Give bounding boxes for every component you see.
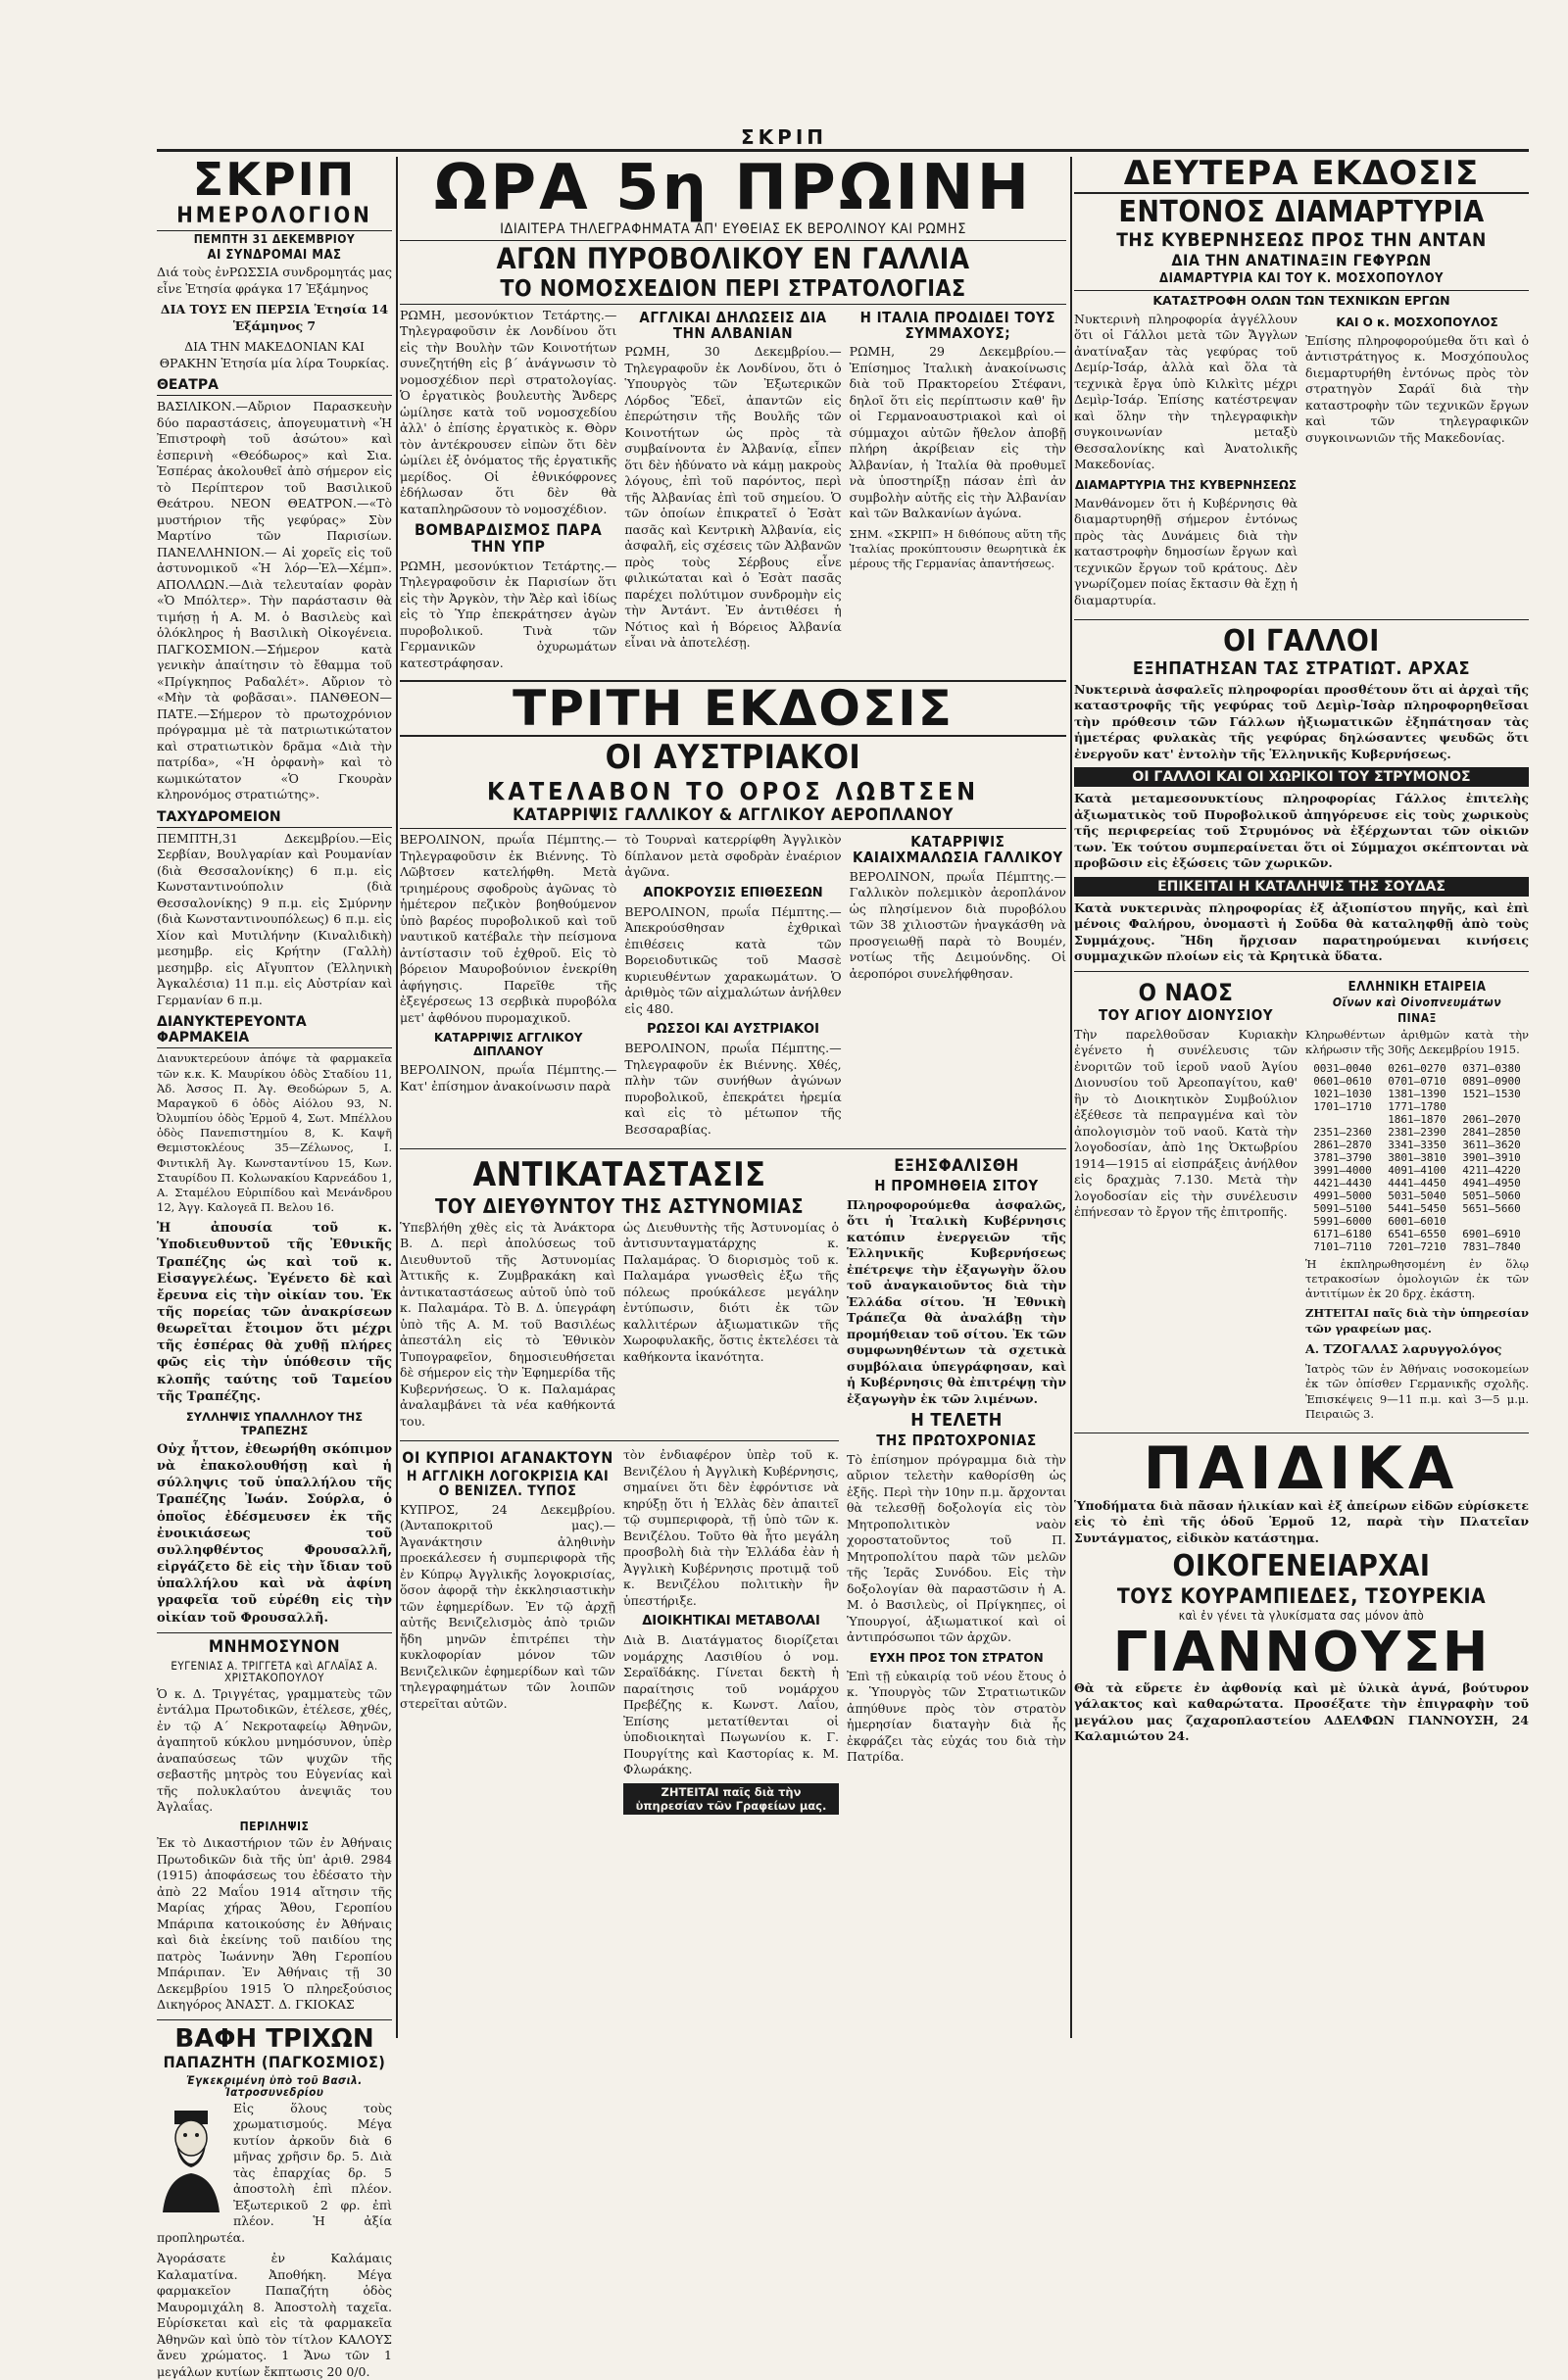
lottery-cell: 4991—5000 [1313, 1189, 1372, 1202]
police-text-continued: ὡς Διευθυντὴς τῆς Ἀστυνομίας ὁ ἀντισυνταγματάρχης κ. Παλαμάρας. Ὁ διορισμὸς τοῦ κ. Παλαμάρα γνωσθεὶς ἐξω τῆς πόλεως προύκάλεσε μεγάλην ἐντύπωσιν, διότι ἐκ τῶν καλλιτέρων ἀξιωματικῶν τῆς Χωροφυλακῆς, ὅστις ἐκτελέσει τὰ καθήκοντα ἱκανότητα. [623, 1219, 839, 1364]
lottery-cell: 3781—3790 [1313, 1150, 1372, 1164]
lottery-row [1305, 1113, 1529, 1126]
police-text: Ὑπεβλήθη χθὲς εἰς τὰ Ἀνάκτορα Β. Δ. περὶ ἀπολύσεως τοῦ Διευθυντοῦ τῆς Ἀστυνομίας Ἀττικῆς κ. Ζυμβρακάκη καὶ ἀντικαταστάσεως αὐτοῦ ὑπὸ τοῦ κ. Παλαμάρα. Τὸ Β. Δ. ὑπεγράφη ὑπὸ τῆς Α. Μ. τοῦ Βασιλέως ἀπεστάλη εἰς τὸ Ἐθνικὸν Τυπογραφεῖον, δημοσιευθήσεται δὲ σήμερον εἰς τὴν Ἐφημερίδα τῆς Κυβερνήσεως. Ὁ κ. Παλαμάρας ἀναλαμβάνει τὰ νέα καθήκοντά του. [400, 1219, 615, 1429]
english-statements-text: ΡΩΜΗ, 30 Δεκεμβρίου.— Τηλεγραφοῦν ἐκ Λονδίνου, ὅτι ὁ Ὑπουργὸς τῶν Ἐξωτερικῶν Λόρδος Ἔδεϊ, ἀπαντῶν εἰς ἐπερώτησιν τῆς Βουλῆς τῶν Κοινοτήτων ὡς πρὸς τὰ συμβαίνοντα ἐν Ἀλβανίᾳ, εἶπεν ὅτι δὲν ἠδύνατο νὰ κάμῃ μακροὺς λόγους, ἐπὶ τοῦ παρόντος, περὶ τῆς Ἀλβανίας ἐπὶ τοῦ σημείου. Ὁ τῶν ὁποίων ἐπικρατεῖ ὁ Ἐσὰτ πασᾶς καὶ Κεντρικὴ Ἀλβανία, εἰς ἀσφαλῆ, εἰς σχέσεις τῶν Ἀλβανῶν πρὸς τοὺς Σέρβους εἶνε φιλικώταται καὶ ὁ Ἐσὰτ πασᾶς παρέχει πολύτιμον συνδρομὴν εἰς τὴν Ἀντάντ. Ἐν ἀντιθέσει ἡ Νότιος καὶ ἡ Βόρειος Ἀλβανία εἶναι νὰ ἀποτελέσῃ. [624, 344, 842, 651]
souda-title: ΕΠΙΚΕΙΤΑΙ Η ΚΑΤΑΛΗΨΙΣ ΤΗΣ ΣΟΥΔΑΣ [1074, 877, 1529, 897]
wheat-subtitle: Η ΠΡΟΜΗΘΕΙΑ ΣΙΤΟΥ [874, 1177, 1039, 1195]
lottery-cell: 5991—6000 [1313, 1214, 1372, 1228]
ad-footer: Ἀγοράσατε ἐν Καλάμαις Καλαματίνα. Ἀποθήκη. Μέγα φαρμακεῖον Παπαζήτη ὁδὸς Μαυρομιχάλη 8. Ἀποστολὴ ταχεῖα. Εὑρίσκεται καὶ εἰς τὰ φαρμακεῖα Ἀθηνῶν καὶ ὑπὸ τὸν τίτλον ΚΑΛΟΥΣ ἄνευ χρώματος. 1 Ἄνω τῶν 1 μεγάλων κυτίων ἔκπτωσις 20 0/0. [157, 2251, 392, 2379]
second-edition: ΔΕΥΤΕΡΑ ΕΚΔΟΣΙΣ [1074, 157, 1529, 194]
church-subtitle: ΤΟΥ ΑΓΙΟΥ ΔΙΟΝΥΣΙΟΥ [1098, 1005, 1274, 1024]
kids-ad-title: ΠΑΙΔΙΚΑ [1143, 1433, 1460, 1503]
capture-title: ΚΑΤΑΡΡΙΨΙΣ ΚΑΙΑΙΧΜΑΛΩΣΙΑ ΓΑΛΛΙΚΟΥ [853, 833, 1063, 866]
planes-title: ΚΑΤΑΡΡΙΨΙΣ ΓΑΛΛΙΚΟΥ & ΑΓΓΛΙΚΟΥ ΑΕΡΟΠΛΑΝΟΥ [400, 807, 1066, 829]
ceremony-text: Τὸ ἐπίσημον πρόγραμμα διὰ τὴν αὔριον τελετὴν καθορίσθη ὡς ἑξῆς. Περὶ τὴν 10ην π.μ. ἄρχονται θὰ τελεσθῇ δοξολογία εἰς τὸν Μητροπολιτικὸν ναὸν χοροστατοῦντος τοῦ Π. Μητροπολίτου παρὰ τῶν μελῶν τῆς Ἱερᾶς Συνόδου. Εἰς τὴν δοξολογίαν θὰ παραστῶσιν ἡ Α. Μ. ὁ Βασιλεὺς, οἱ Πρίγκηπες, οἱ Ὑπουργοί, ἀξιωματικοί καὶ οἱ ἀντιπρόσωποι τῶν ἀρχῶν. [847, 1451, 1066, 1645]
lottery-title: ΕΛΛΗΝΙΚΗ ΕΤΑΙΡΕΙΑ [1348, 979, 1487, 995]
lottery-cell: 2841—2850 [1462, 1125, 1521, 1139]
lottery-subtitle: Οἴνων καὶ Οἰνοπνευμάτων [1332, 996, 1502, 1010]
prayer-text: Ἐπὶ τῇ εὐκαιρίᾳ τοῦ νέου ἔτους ὁ κ. Ὑπουργὸς τῶν Στρατιωτικῶν ἀπηύθυνε πρὸς τὸν στρατὸν ἡμερησίαν διαταγὴν διὰ ἧς ἐκφράζει τὰς εὐχάς του διὰ τὴν Πατρίδα. [847, 1668, 1066, 1765]
lottery-cell: 0031—0040 [1313, 1061, 1372, 1075]
government-protest-title: ΔΙΑΜΑΡΤΥΡΙΑ ΤΗΣ ΚΥΒΕΡΝΗΣΕΩΣ [1074, 477, 1298, 492]
repulse-title: ΑΠΟΚΡΟΥΣΙΣ ΕΠΙΘΕΣΕΩΝ [643, 885, 823, 900]
lottery-cell: 0261—0270 [1388, 1061, 1446, 1075]
divider [1074, 971, 1529, 972]
lottery-cell: 4421—4430 [1313, 1176, 1372, 1190]
lottery-cell: 0891—0900 [1462, 1074, 1521, 1088]
clerk-title: ΣΥΛΛΗΨΙΣ ΥΠΑΛΛΗΛΟΥ ΤΗΣ ΤΡΑΠΕΖΗΣ [185, 1409, 364, 1437]
column-center [400, 152, 1066, 2038]
protest-subtitle: ΤΗΣ ΚΥΒΕΡΝΗΣΕΩΣ ΠΡΟΣ ΤΗΝ ΑΝΤΑΝ [1116, 228, 1487, 251]
hero-subtitle: ΙΔΙΑΙΤΕΡΑ ΤΗΛΕΓΡΑΦΗΜΑΤΑ ΑΠ' ΕΥΘΕΙΑΣ ΕΚ ΒΕΡΟΛΙΝΟΥ ΚΑΙ ΡΩΜΗΣ [400, 222, 1066, 241]
cypriots-title: ΟΙ ΚΥΠΡΙΟΙ ΑΓΑΝΑΚΤΟΥΝ [402, 1448, 613, 1468]
lottery-cell: 3801—3810 [1388, 1150, 1446, 1164]
lottery-cell: 6171—6180 [1313, 1227, 1372, 1240]
divider [1074, 619, 1529, 620]
subscriptions-persia: ΔΙΑ ΤΟΥΣ ΕΝ ΠΕΡΣΙΑ Ἑτησία 14 Ἑξάμηνος 7 [160, 302, 389, 333]
lottery-cell: 1521—1530 [1462, 1087, 1521, 1100]
british-plane-title: ΚΑΤΑΡΡΙΨΙΣ ΑΓΓΛΙΚΟΥ ΔΙΠΛΑΝΟΥ [433, 1031, 583, 1059]
moschopoulos-text: Ἐπίσης πληροφορούμεθα ὅτι καὶ ὁ ἀντιστράτηγος κ. Μοσχόπουλος διεμαρτυρήθη ἐντόνως πρὸς τὸν στρατηγὸν Σαράϊ διὰ τὴν καταστροφὴν τῶν τεχνικῶν ἔργων καὶ τῶν τηλεγραφικῶν συγκοινωνιῶν τῆς Μακεδονίας. [1305, 332, 1529, 445]
memorial-names: ΕΥΓΕΝΙΑΣ Α. ΤΡΙΓΓΕΤΑ καὶ ΑΓΛΑΪΑΣ Α. ΧΡΙΣΤΑΚΟΠΟΥΛΟΥ [171, 1658, 378, 1684]
brand-text: Θὰ τὰ εὕρετε ἐν ἀφθονίᾳ καὶ μὲ ὑλικὰ ἁγνά, βούτυρον γάλακτος καὶ καθαρώτατα. Προσέξατε τὴν ἐπιγραφὴν τοῦ μεγάλου μας ζαχαροπλαστείου ΑΔΕΛΦΩΝ ΓΙΑΝΝΟΥΣΗ, 24 Καλαμιώτου 24. [1074, 1679, 1529, 1744]
french-title: ΟΙ ΓΑΛΛΟΙ [1223, 624, 1380, 659]
destruction-text: Νυκτερινὴ πληροφορία ἀγγέλλουν ὅτι οἱ Γάλλοι μετὰ τῶν Ἄγγλων ἀνατίναξαν τὰς γεφύρας τοῦ Δεμίρ-Ἰσάρ, ἀλλὰ καὶ ὅλα τὰ τεχνικὰ ἔργα ὑπὸ Κιλκὶτς μέχρι Δεμὶρ-Ἰσάρ. Ἐπίσης κατέστρεψαν καὶ ὅλην τὴν τηλεγραφικὴν συγκοινωνίαν μεταξὺ Θεσσαλονίκης καὶ Ἀνατολικῆς Μακεδονίας. [1074, 311, 1298, 472]
column-rule-2 [1070, 157, 1072, 2038]
lottery-cell: 5651—5660 [1462, 1201, 1521, 1215]
pharmacies-text: Διανυκτερεύουν ἀπόψε τὰ φαρμακεῖα τῶν κ.κ. Κ. Μαυρίκου ὁδὸς Σταδίου 11, Ἀδ. Ἀσσος Π. Ἀγ. Θεοδώρων 5, Α. Μαραγκοῦ 6 ὁδὸς Αἰόλου 93, Ν. Ὀλυμπίου ὁδὸς Ἑρμοῦ 4, Σωτ. Μπέλλου ὁδὸς Πανεπιστημίου 8, Κ. Καψῆ Θεμιστοκλέους 35—Ζέλωνος, Ι. Φιντικλῆ Ἀγ. Κωνσταντίνου 15, Κων. Σταυρίδου Π. Κολωνακίου Καρνεάδου 1, Α. Σταμέλου Εὐριπίδου καὶ Μενάνδρου 12, Ἀγγ. Καλογεᾶ Π. Βελου 16. [157, 1051, 392, 1215]
austrians-title: ΟΙ ΑΥΣΤΡΙΑΚΟΙ [605, 738, 861, 778]
issue-date: ΠΕΜΠΤΗ 31 ΔΕΚΕΜΒΡΙΟΥ [157, 230, 392, 246]
memorial-text: Ὁ κ. Δ. Τριγγέτας, γραμματεὺς τῶν ἐντάλμα Πρωτοδικῶν, ἐτέλεσε, χθές, ἐν τῷ Α΄ Νεκροταφείῳ Ἀθηνῶν, ἀγαπητοῦ κύκλου μνημόσυνον, ὑπὲρ ἀναπαύσεως τῶν ψυχῶν τῆς σεβαστῆς μητρὸς του Εὐγενίας καὶ τῆς πολυκλαύτου ἀνεψιᾶς του Ἀγλαΐας. [157, 1685, 392, 1815]
lottery-cell: 0371—0380 [1462, 1061, 1521, 1075]
lottery-row [1305, 1215, 1529, 1228]
headline-conscription: ΤΟ ΝΟΜΟΣΧΕΔΙΟΝ ΠΕΡΙ ΣΤΡΑΤΟΛΟΓΙΑΣ [400, 277, 1066, 305]
souda-text: Κατὰ νυκτερινὰς πληροφορίας ἐξ ἀξιοπίστου πηγῆς, καὶ ἐπὶ μένοις Φαλήρου, ὀνομαστὶ ἡ Σοῦδα θὰ καταληφθῇ ἀπὸ τοὺς Συμμάχους. Ἤδη ἤρχισαν παρατηρούμεναι κινήσεις συμμαχικῶν πλοίων εἰς τὰ Κρητικὰ ὕδατα. [1074, 899, 1529, 964]
lottery-cell: 4211—4220 [1462, 1163, 1521, 1177]
lottery-row [1305, 1088, 1529, 1100]
villagers-title: ΟΙ ΓΑΛΛΟΙ ΚΑΙ ΟΙ ΧΩΡΙΚΟΙ ΤΟΥ ΣΤΡΥΜΟΝΟΣ [1074, 767, 1529, 787]
lottery-cell [1305, 1113, 1380, 1126]
french-text: Νυκτερινὰ ἀσφαλεῖς πληροφορίαι προσθέτουν ὅτι αἱ ἀρχαὶ τῆς καταστροφῆς τῆς γεφύρας τοῦ Δεμὶρ-Ἰσὰρ πληροφορηθεῖσαι τὴν πρόθεσιν τῶν Γάλλων ἠξιωματικῶν ἐξηπάτησαν τὰς ἡμετέρας φυλακὰς τῆς γεφύρας δηλώσαντες ψευδῶς ὅτι ἐνεργοῦν κατ' ἐντολὴν τῆς Ἑλληνικῆς Κυβερνήσεως. [1074, 681, 1529, 761]
portrait-illustration [157, 2105, 225, 2212]
lottery-cell: 0601—0610 [1313, 1074, 1372, 1088]
italy-note: ΣΗΜ. «ΣΚΡΙΠ» Η διθόπους αὕτη τῆς Ἰταλίας προκύπτουσιν θεωρητικὰ ἐκ μέρους τῆς Γερμανίας ἀπαντήσεως. [849, 526, 1066, 571]
lottery-cell: 1381—1390 [1388, 1087, 1446, 1100]
lottery-row [1305, 1164, 1529, 1177]
masthead-sub: ΗΜΕΡΟΛΟΓΙΟΝ [176, 204, 372, 228]
lottery-cell: 4941—4950 [1462, 1176, 1521, 1190]
lottery-note: Ἡ ἐκπληρωθησομένη ἐν ὅλῳ τετρακοσίων ὁμολογιῶν ἐκ τῶν ἀντιτίμων ἐκ 20 δρχ. ἐκάστη. [1305, 1256, 1529, 1301]
british-plane-text: ΒΕΡΟΛΙΝΟΝ, πρωΐα Πέμπτης.— Κατ' ἐπίσημον ἀνακοίνωσιν παρὰ [400, 1062, 617, 1093]
theatres-title: ΘΕΑΤΡΑ [157, 377, 392, 396]
headline-artillery: ΑΓΩΝ ΠΥΡΟΒΟΛΙΚΟΥ ΕΝ ΓΑΛΛΙΑ [496, 242, 970, 276]
wheat-text: Πληροφορούμεθα ἀσφαλῶς, ὅτι ἡ Ἰταλικὴ Κυβέρνησις κατόπιν ἐνεργειῶν τῆς Ἑλληνικῆς Κυβερνήσεως ἐπέτρεψε τὴν ἐξαγωγὴν ὅλου τοῦ ἀναγκαιοῦντος διὰ τὴν Ἑλλάδα σίτου. Ἡ Ἐθνικὴ Τράπεζα θὰ ἀναλάβῃ τὴν προμήθειαν τοῦ σίτου. Ἐκ τῶν συμφωνηθέντων τὰ σχετικὰ συμβόλαια ὑπεγράφησαν, καὶ ἡ Κυβέρνησις θὰ ἐπιτρέψῃ τὴν ἐξαγωγὴν ἐκ τῶν λιμένων. [847, 1196, 1066, 1406]
russians-text: ΒΕΡΟΛΙΝΟΝ, πρωΐα Πέμπτης.— Τηλεγραφοῦν ἐκ Βιέννης. Χθές, πλὴν τῶν συνήθων ἀγώνων πυροβολικοῦ, ἐπεκράτει ἠρεμία καὶ εἰς τὸ μέτωπον τῆς Βεσσαραβίας. [624, 1041, 842, 1137]
protest-subtitle-2: ΔΙΑ ΤΗΝ ΑΝΑΤΙΝΑΞΙΝ ΓΕΦΥΡΩΝ [1171, 251, 1432, 270]
doctor-name: Α. ΤΖΟΓΑΛΑΣ λαρυγγολόγος [1305, 1340, 1502, 1356]
lottery-table [1305, 1062, 1529, 1253]
lottery-cell: 2861—2870 [1313, 1138, 1372, 1151]
ceremony-title: Η ΤΕΛΕΤΗ [910, 1410, 1003, 1432]
war-news-block [400, 832, 1066, 1142]
lottery-cell: 5091—5100 [1313, 1201, 1372, 1215]
brand-name: ΓΙΑΝΝΟΥΣΗ [1112, 1620, 1491, 1684]
austrians-subtitle: ΚΑΤΕΛΑΒΟΝ ΤΟ ΟΡΟΣ ΛΩΒΤΣΕΝ [486, 777, 980, 806]
lottery-row [1305, 1151, 1529, 1164]
mail-title: ΤΑΧΥΔΡΟΜΕΙΟΝ [157, 809, 392, 828]
lottery-row [1305, 1100, 1529, 1113]
lottery-cell: 3901—3910 [1462, 1150, 1521, 1164]
masthead: ΣΚΡΙΠ [192, 153, 357, 206]
lottery-cell: 6541—6550 [1388, 1227, 1446, 1240]
subscriptions-title: ΑΙ ΣΥΝΔΡΟΜΑΙ ΜΑΣ [207, 247, 342, 263]
lottery-cell [1454, 1100, 1529, 1113]
lottery-cell: 2061—2070 [1462, 1112, 1521, 1126]
italy-title: Η ΙΤΑΛΙΑ ΠΡΟΔΙΔΕΙ ΤΟΥΣ ΣΥΜΜΑΧΟΥΣ; [859, 308, 1056, 342]
lottery-cell: 1701—1710 [1313, 1099, 1372, 1113]
lottery-cell: 5031—5040 [1388, 1189, 1446, 1202]
family-ad-title: ΟΙΚΟΓΕΝΕΙΑΡΧΑΙ [1172, 1549, 1431, 1584]
subscriptions-text: Διά τοὺς ἐνΡΩΣΣΙΑ συνδρομητάς μας εἶνε Ἑτησία φράγκα 17 Ἑξάμηνος [157, 265, 392, 296]
lottery-cell: 3611—3620 [1462, 1138, 1521, 1151]
italy-text: ΡΩΜΗ, 29 Δεκεμβρίου.— Ἐπίσημος Ἰταλικὴ ἀνακοίνωσις διὰ τοῦ Πρακτορείου Στέφανι, δηλοῖ ὅτι εἰς περίπτωσιν καθ' ἣν οἱ Γερμανοαυστριακοὶ καὶ οἱ σύμμαχοι αὐτῶν ἤθελον ἀποβῇ πλήρη ἀκρίβειαν εἰς τὴν Ἀλβανίαν, ἡ Ἰταλία θὰ προθυμεῖ νὰ ὑποστηρίξῃ πάσαν ἐπὶ ἀν συμβολὴν αὐτῆς εἰς τὴν Ἀλβανίαν καὶ τῶν Βαλκανίων ἀγώνα. [849, 344, 1066, 521]
church-title: Ο ΝΑΟΣ [1138, 978, 1234, 1006]
lottery-cell: 3341—3350 [1388, 1138, 1446, 1151]
family-ad-subtitle: ΤΟΥΣ ΚΟΥΡΑΜΠΙΕΔΕΣ, ΤΣΟΥΡΕΚΙΑ [1116, 1583, 1487, 1608]
lottery-row [1305, 1240, 1529, 1253]
divider [400, 1440, 839, 1441]
family-ad-subtitle-2: καὶ ἐν γένει τὰ γλυκίσματα σας μόνον ἀπὸ [1178, 1609, 1425, 1624]
rome-text: ΡΩΜΗ, μεσονύκτιον Τετάρτης.— Τηλεγραφοῦσιν ἐκ Λονδίνου ὅτι εἰς τὴν Βουλὴν τῶν Κοινοτήτων συνεζητήθη εἰς β΄ ἀνάγνωσιν τὸ νομοσχέδιον περὶ στρατολογίας. Ὁ ἐργατικὸς βουλευτὴς Ἄνδερς ὡμίλησε κατὰ τοῦ νομοσχεδίου ἀλλ' ὁ ἐπίσης ἐργατικὸς κ. Θὸρν τὸν ἀντέκρουσεν εἰπὼν ὅτι δὲν ὡμίλει ἐξ ὀνόματος τῆς ἐργατικῆς μερίδος. Οἱ ἐθνικόφρονες ἐδήλωσαν ὅτι δὲν θὰ καταπληρῶσουν τὸ νομοσχέδιον. [400, 307, 617, 516]
lottery-cell: 6001—6010 [1388, 1214, 1446, 1228]
lottery-cell: 5441—5450 [1388, 1201, 1446, 1215]
wanted-boy-2: ΖΗΤΕΙΤΑΙ παῖς διὰ τὴν ὑπηρεσίαν τῶν γραφείων μας. [1305, 1306, 1529, 1336]
divider [157, 2019, 392, 2020]
ad-title: ΒΑΦΗ ΤΡΙΧΩΝ [174, 2023, 374, 2054]
destruction-title: ΚΑΤΑΣΤΡΟΦΗ ΟΛΩΝ ΤΩΝ ΤΕΧΝΙΚΩΝ ΕΡΓΩΝ [1074, 290, 1529, 308]
lottery-cell: 1771—1780 [1388, 1099, 1446, 1113]
kids-ad-text: Ὑποδήματα διὰ πᾶσαν ἡλικίαν καὶ ἐξ ἀπείρων εἰδῶν εὑρίσκετε εἰς τὸ ἐπὶ τῆς ὁδοῦ Ἑρμοῦ 12, παρὰ τὴν Πλατεῖαν Συντάγματος, εἰδικὸν κατάστημα. [1074, 1497, 1529, 1545]
theatres-text: ΒΑΣΙΛΙΚΟΝ.—Αὔριον Παρασκευὴν δύο παραστάσεις, ἀπογευματινὴ «Ἡ Ἐπιστροφὴ τοῦ ἀσώτου» καὶ ἑσπερινὴ «Θεόδωρος» καὶ Σια. Ἑσπέρας ἀκολουθεῖ ἀπὸ σήμερον εἰς τὸ Περίπτερον τοῦ Βασιλικοῦ Θεάτρου. ΝΕΟΝ ΘΕΑΤΡΟΝ.—«Τὸ μυστήριον τῆς γεφύρας» Σὺν Μαρτίνο τῶν Παρισίων. ΠΑΝΕΛΛΗΝΙΟΝ.— Αἱ χορεῖς εἰς τοῦ ἀστυνομικοῦ «Ἡ λόρ—Ἐλ—Χέμπ». ΑΠΟΛΛΩΝ.—Διὰ τελευταίαν φορὰν «Ὁ Μπόλτερ». Τὴν παράστασιν θὰ τιμήσῃ ἡ Α. Μ. ὁ Βασιλεὺς καὶ ὁλόκληρος ἡ Βασιλικὴ Οἰκογένεια. ΠΑΓΚΟΣΜΙΟΝ.—Σήμερον κατὰ γενικὴν ἀπαίτησιν τὸ ἔθαμμα τοῦ «Πρίγκηπος Ραδαλέτ». Αὔριον τὸ «Μὴν τὰ φοβᾶσαι». ΠΑΝΘΕΟΝ—ΠΑΤΕ.—Σήμερον τὸ πρωτοχρόνιον πρόγραμμα μὲ τὰ πατριωτικώτατον καὶ στρατιωτικὸν δρᾶμα «Διὰ τὴν πατρίδα», «Ἡ ὀρφανὴ» καὶ τὸ κωμικώτατον «Ὁ Γκουρὰν κληρονόμος στρατιώτης». [157, 399, 392, 802]
lottery-cell: 7201—7210 [1388, 1239, 1446, 1253]
lottery-row [1305, 1202, 1529, 1215]
lottery-table-title: ΠΙΝΑΞ [1397, 1011, 1437, 1025]
lottery-cell: 4441—4450 [1388, 1176, 1446, 1190]
berlin-text: ΒΕΡΟΛΙΝΟΝ, πρωΐα Πέμπτης.— Τηλεγραφοῦσιν ἐκ Βιέννης. Τὸ Λῶβτσεν κατελήφθη. Μετὰ τριημέρους σφοδροὺς ἀγῶνας τὸ ἡμέτερον πεζικὸν βοηθούμενον ὑπὸ βαρέος πυροβολικοῦ καὶ τοῦ ναυτικοῦ κατέβαλε τὴν πείσμονα ἀντίστασιν τοῦ ἐχθροῦ. Εἰς τὸ βόρειον Μαυροβούνιον ἐνεκρίθη ἀφήγησις. Παρεῖθε τῆς ἐξεγέρσεως 13 σερβικὰ πυροβόλα μετ' ἀφθόνου πυρομαχικοῦ. [400, 832, 617, 1025]
lottery-cell: 0701—0710 [1388, 1074, 1446, 1088]
ad-approved: Ἐγκεκριμένη ὑπὸ τοῦ Βασιλ. Ἰατροσυνεδρίου [186, 2072, 363, 2099]
berlin-continued: τὸ Τουρναὶ κατερρίφθη Ἀγγλικὸν δίπλανον μετὰ σφοδρὰν ἐναέριον ἀγῶνα. [624, 832, 842, 880]
clerk-text: Οὐχ ἧττον, ἐθεωρήθη σκόπιμον νὰ ἐπακολουθήσῃ καὶ ἡ σύλληψις τοῦ ὑπαλλήλου τῆς Τραπέζης Ἰωάν. Σούρλα, ὁ ὁποῖος ἐδέσμευσεν ἐκ τῆς ἐνοικιάσεως τοῦ συλληφθέντος Φρουσαλλῆ, εἰργάζετο δὲ εἰς τὴν ἴδιαν τοῦ ὑπαλλήλου καὶ νὰ ἀφίνη γραφεῖα τοῦ εὑρέθη εἰς τὴν οἰκίαν τοῦ Φρουσαλλῆ. [157, 1441, 392, 1626]
cypriots-text-continued: τὸν ἐνδιαφέρον ὑπὲρ τοῦ κ. Βενιζέλου ἡ Ἀγγλικὴ Κυβέρνησις, σημαίνει ὅτι δὲν ἐφρόντισε νὰ κηρύξῃ ὅτι ἡ Ἑλλὰς δὲν ἀπαιτεῖ τῷ συμπεριφορὰ, τῇ ὑπὸ τῶν κ. Βενιζέλου. Τοῦτο θὰ ἦτο μεγάλη προσβολὴ διὰ τὴν Ἑλλάδα ἐὰν ἡ Ἀγγλικὴ Κυβέρνησις προτιμᾷ τοῦ κ. Βενιζέλου πολιτικὴν ἣν ὑπεστήριξε. [623, 1447, 839, 1608]
lottery-cell: 2351—2360 [1313, 1125, 1372, 1139]
lottery-row [1305, 1139, 1529, 1151]
police-subtitle: ΤΟΥ ΔΙΕΥΘΥΝΤΟΥ ΤΗΣ ΑΣΤΥΝΟΜΙΑΣ [434, 1193, 805, 1218]
lottery-cell: 1861—1870 [1388, 1112, 1446, 1126]
government-protest-text: Μανθάνομεν ὅτι ἡ Κυβέρνησις θὰ διαμαρτυρηθῇ σήμερον ἐντόνως πρὸς τὰς Δυνάμεις διὰ τὴν καταστροφὴν δημοσίων ἔργων καὶ τεχνικῶν ἔργων τοῦ κράτους. Δὲν γνωρίζομεν ποίας ἔκτασιν θὰ ἔχῃ ἡ διαμαρτυρία. [1074, 495, 1298, 607]
mail-text: ΠΕΜΠΤΗ,31 Δεκεμβρίου.—Εἰς Σερβίαν, Βουλγαρίαν καὶ Ρουμανίαν (διὰ Θεσσαλονίκης) 6 π.μ. εἰς Κωνσταντινούπολιν (διὰ Θεσσαλονίκης) 9 π.μ. εἰς Σμύρνην (διὰ Κωνσταντινουπόλεως) 6 π.μ. εἰς Χίον καὶ Μυτιλήνην (Κιναλιδικὴ) μεσημβρ. εἰς Κρήτην (Γαλλὴ) μεσημβρ. εἰς Αἴγυπτον (Ἑλληνικὴ Ἀγκαλέσια) 11 π.μ. εἰς Αὐστρίαν καὶ Γερμανίαν 6 π.μ. [157, 830, 392, 1007]
lottery-cell: 4091—4100 [1388, 1163, 1446, 1177]
hero-headline: ΩΡΑ 5η ΠΡΩΙΝΗ [433, 152, 1033, 224]
lower-block [400, 1155, 1066, 1819]
protest-subtitle-3: ΔΙΑΜΑΡΤΥΡΙΑ ΚΑΙ ΤΟΥ Κ. ΜΟΣΧΟΠΟΥΛΟΥ [1159, 271, 1444, 287]
english-statements-title: ΑΓΓΛΙΚΑΙ ΔΗΛΩΣΕΙΣ ΔΙΑ ΤΗΝ ΑΛΒΑΝΙΑΝ [639, 308, 827, 342]
lottery-row [1305, 1062, 1529, 1075]
lottery-cell: 2381—2390 [1388, 1125, 1446, 1139]
page-header: ΣΚΡΙΠ [741, 125, 827, 149]
bombardment-title: ΒΟΜΒΑΡΔΙΣΜΟΣ ΠΑΡΑ ΤΗΝ ΥΠΡ [415, 520, 603, 557]
lottery-cell: 7831—7840 [1462, 1239, 1521, 1253]
telegrams-block [400, 308, 1066, 677]
lottery-row [1305, 1075, 1529, 1088]
memorial-title: ΜΝΗΜΟΣΥΝΟΝ [208, 1636, 341, 1657]
church-text: Τὴν παρελθοῦσαν Κυριακὴν ἐγένετο ἡ συνέλευσις τῶν ἐνοριτῶν τοῦ ἱεροῦ ναοῦ Ἁγίου Διονυσίου τοῦ Ἀρεοπαγίτου, καθ' ἣν τὸ Διοικητικὸν Συμβούλιον ἐξέθεσε τὰ πεπραγμένα καὶ τὸν ἀπολογισμὸν τοῦ ναοῦ. Κατὰ τὴν λογοδοσίαν, ἀπὸ 1ης Ὀκτωβρίου 1914—1915 αἱ εἰσπράξεις ἀνήλθον εἰς δραχμὰς 7.130. Μετὰ τὴν λογοδοσίαν εἰς τὴν συνέλευσιν ἐπήνεσαν τὸ ἔργον τῆς ἐπιτροπῆς. [1074, 1026, 1298, 1220]
russians-title: ΡΩΣΣΟΙ ΚΑΙ ΑΥΣΤΡΙΑΚΟΙ [647, 1022, 819, 1038]
lottery-description: Κληρωθέντων ἀριθμῶν κατὰ τὴν κλήρωσιν τῆς 30ῆς Δεκεμβρίου 1915. [1305, 1027, 1529, 1056]
divider [400, 1148, 1066, 1149]
french-subtitle: ΕΞΗΠΑΤΗΣΑΝ ΤΑΣ ΣΤΡΑΤΙΩΤ. ΑΡΧΑΣ [1132, 657, 1471, 679]
lottery-row [1305, 1177, 1529, 1190]
moschopoulos-title: ΚΑΙ Ο κ. ΜΟΣΧΟΠΟΥΛΟΣ [1336, 315, 1498, 329]
ceremony-subtitle: ΤΗΣ ΠΡΩΤΟΧΡΟΝΙΑΣ [876, 1432, 1037, 1450]
repulse-text: ΒΕΡΟΛΙΝΟΝ, πρωΐα Πέμπτης.— Ἀπεκρούσθησαν ἐχθρικαὶ ἐπιθέσεις κατὰ τῶν Βορειοδυτικῶς τοῦ Μασσὲ κυριευθέντων χαρακωμάτων. Ὁ ἀριθμὸς τῶν αἰχμαλώτων ἀνήλθεν εἰς 480. [624, 903, 842, 1016]
wanted-boy: ΖΗΤΕΙΤΑΙ παῖς διὰ τὴν ὑπηρεσίαν τῶν Γραφείων μας. [623, 1783, 839, 1815]
column-right [1074, 154, 1529, 2038]
wheat-title: ΕΞΗΣΦΑΛΙΣΘΗ [894, 1156, 1019, 1177]
police-title: ΑΝΤΙΚΑΤΑΣΤΑΣΙΣ [472, 1155, 766, 1195]
subscriptions-macedonia: ΔΙΑ ΤΗΝ ΜΑΚΕΔΟΝΙΑΝ ΚΑΙ ΘΡΑΚΗΝ Ἑτησία μία λίρα Τουρκίας. [159, 339, 390, 370]
admin-changes-title: ΔΙΟΙΚΗΤΙΚΑΙ ΜΕΤΑΒΟΛΑΙ [642, 1614, 820, 1629]
doctor-text: Ἰατρὸς τῶν ἑν Ἀθήναις νοσοκομείων ἐκ τῶν ὀπίσθεν Γερμανικῆς σχολῆς. Ἐπισκέψεις 9—11 π.μ. καὶ 3—5 μ.μ. Πειραιῶς 3. [1305, 1362, 1529, 1421]
column-rule-1 [396, 157, 398, 2038]
prayer-title: ΕΥΧΗ ΠΡΟΣ ΤΟΝ ΣΤΡΑΤΟΝ [869, 1650, 1044, 1665]
lottery-cell [1454, 1215, 1529, 1228]
third-edition: ΤΡΙΤΗ ΕΚΔΟΣΙΣ [400, 680, 1066, 737]
admin-changes-text: Διὰ Β. Διατάγματος διορίζεται νομάρχης Λασιθίου ὁ νομ. Σεραϊδάκης. Γίνεται δεκτὴ ἡ παραίτησις τοῦ νομάρχου Πρεβέζης κ. Κωνστ. Λαΐου, Ἐπίσης μετατίθενται οἱ ὑποδιοικηταὶ Πωγωνίου κ. Γ. Πουργίτης καὶ Καστορίας κ. Μ. Φλωράκης. [623, 1632, 839, 1777]
cypriots-text: ΚΥΠΡΟΣ, 24 Δεκεμβρίου. (Ἀνταποκριτοῦ μας).— Ἀγανάκτησιν ἀληθινὴν προεκάλεσεν ἡ συμπεριφορὰ τῆς ἐν Κύπρῳ Ἀγγλικῆς λογοκρισίας, ὅσον ἀφορᾷ τὴν ἐκκλησιαστικὴν τῶν ἐφημερίδων. Ἐν τῷ ἀρχῇ αὐτῆς Βενιζελισμὸς ἀπὸ τριῶν ἤδη μηνῶν ἐπιτρέπει τὴν κυκλοφορίαν μόνον τῶν Βενιζελικῶν ἐφημερίδων καὶ τῶν τηλεγραφημάτων τῶν λοιπῶν στερεῖται αὐτῶν. [400, 1501, 615, 1711]
ad-brand: ΠΑΠΑΖΗΤΗ (ΠΑΓΚΟΣΜΙΟΣ) [163, 2052, 386, 2071]
bank-text: Ἡ ἀπουσία τοῦ κ. Ὑποδιευθυντοῦ τῆς Ἐθνικῆς Τραπέζης ὡς καὶ τοῦ κ. Εἰσαγγελέως. Ἐγένετο δὲ καὶ ἔρευνα εἰς τὴν οἰκίαν του. Ἐκ τῆς πορείας τῶν ἀνακρίσεων θεωρεῖται ἔτοιμον ὅτι μέχρι τῆς ἑσπέρας θὰ χυθῇ πλήρες φῶς εἰς τὴν ὑπόθεσιν τῆς κλοπῆς ταύτης τοῦ Ταμείου τῆς Τραπέζης. [157, 1221, 392, 1404]
lottery-row [1305, 1126, 1529, 1139]
notice-title: ΠΕΡΙΛΗΨΙΣ [239, 1819, 310, 1833]
lottery-cell: 6901—6910 [1462, 1227, 1521, 1240]
lottery-row [1305, 1190, 1529, 1202]
bombardment-text: ΡΩΜΗ, μεσονύκτιον Τετάρτης.— Τηλεγραφοῦσιν ἐκ Παρισίων ὅτι εἰς τὴν Ἀργκὸν, τὴν Ἄὲρ καὶ ἰδίως εἰς τὸ Ὑπρ ἐπεκράτησεν ἀγὼν πυροβολικοῦ. Τινὰ τῶν Γερμανικῶν ὀχυρωμάτων κατεστράφησαν. [400, 558, 617, 670]
ad-text: Εἰς ὅλους τοὺς χρωματισμούς. Μέγα κυτίον ἀρκοῦν διὰ 6 μῆνας χρῆσιν δρ. 5. Διὰ τὰς ἐπαρχίας δρ. 5 ἀποστολὴ ἐπὶ πλέον. Ἐξωτερικοῦ 2 φρ. ἐπὶ πλέον. Ἡ ἀξία προπληρωτέα. [157, 2100, 392, 2245]
lottery-cell: 1021—1030 [1313, 1087, 1372, 1100]
lottery-cell: 5051—5060 [1462, 1189, 1521, 1202]
villagers-text: Κατὰ μεταμεσονυκτίους πληροφορίας Γάλλος ἐπιτελὴς ἀξιωματικὸς τοῦ Πυροβολικοῦ ἀπηγόρευσε εἰς τοὺς χωρικοὺς τῆς περιφερείας τοῦ Στρυμόνος νὰ ἐξέρχωνται τῶν οἰκιῶν των. Ἐκ τούτου συμπεραίνεται ὅτι οἱ Σύμμαχοι σκέπτονται νὰ προβῶσιν εἰς ἐξώσεις τῶν χωρικῶν. [1074, 791, 1529, 871]
pharmacies-title: ΔΙΑΝΥΚΤΕΡΕΥΟΝΤΑ ΦΑΡΜΑΚΕΙΑ [157, 1014, 392, 1048]
notice-text: Ἐκ τὸ Δικαστήριον τῶν ἐν Ἀθήναις Πρωτοδικῶν διὰ τῆς ὑπ' ἀριθ. 2984 (1915) ἀποφάσεως του ἐδέσατο τὴν ἀπὸ 22 Μαΐου 1914 αἴτησιν τῆς Μαρίας χήρας Ἄθου, Γεροπίου Μπάριπα κατοικούσης ἐν Ἀθήναις καὶ διὰ ἐκείνης τοῦ παιδίου της πατρὸς Ἰωάννην Ἄθη Γεροπίου Μπάριπαν. Ἐν Ἀθήναις τῇ 30 Δεκεμβρίου 1915 Ὁ πληρεξούσιος Δικηγόρος ἈΝΑΣΤ. Δ. ΓΚΙΟΚΑΣ [157, 1835, 392, 2013]
column-left [157, 153, 392, 2379]
lottery-row [1305, 1228, 1529, 1240]
cypriots-subtitle: Η ΑΓΓΛΙΚΗ ΛΟΓΟΚΡΙΣΙΑ ΚΑΙ Ο ΒΕΝΙΖΕΛ. ΤΥΠΟΣ [406, 1469, 610, 1499]
lottery-cell: 7101—7110 [1313, 1239, 1372, 1253]
divider [157, 1632, 392, 1633]
lottery-cell: 3991—4000 [1313, 1163, 1372, 1177]
capture-text: ΒΕΡΟΛΙΝΟΝ, πρωΐα Πέμπτης.— Γαλλικὸν πολεμικὸν ἀεροπλάνον ὡς πλησίμενον διὰ πυροβόλου τῶν 38 χιλιοστῶν ἠναγκάσθη νὰ προσγειωθῇ παρὰ τὸ Βουμέν, νοτίως τῆς Δειμούνδης. Οἱ ἀεροπόροι συνελήφθησαν. [849, 868, 1066, 981]
protest-title: ΕΝΤΟΝΟΣ ΔΙΑΜΑΡΤΥΡΙΑ [1118, 195, 1485, 229]
